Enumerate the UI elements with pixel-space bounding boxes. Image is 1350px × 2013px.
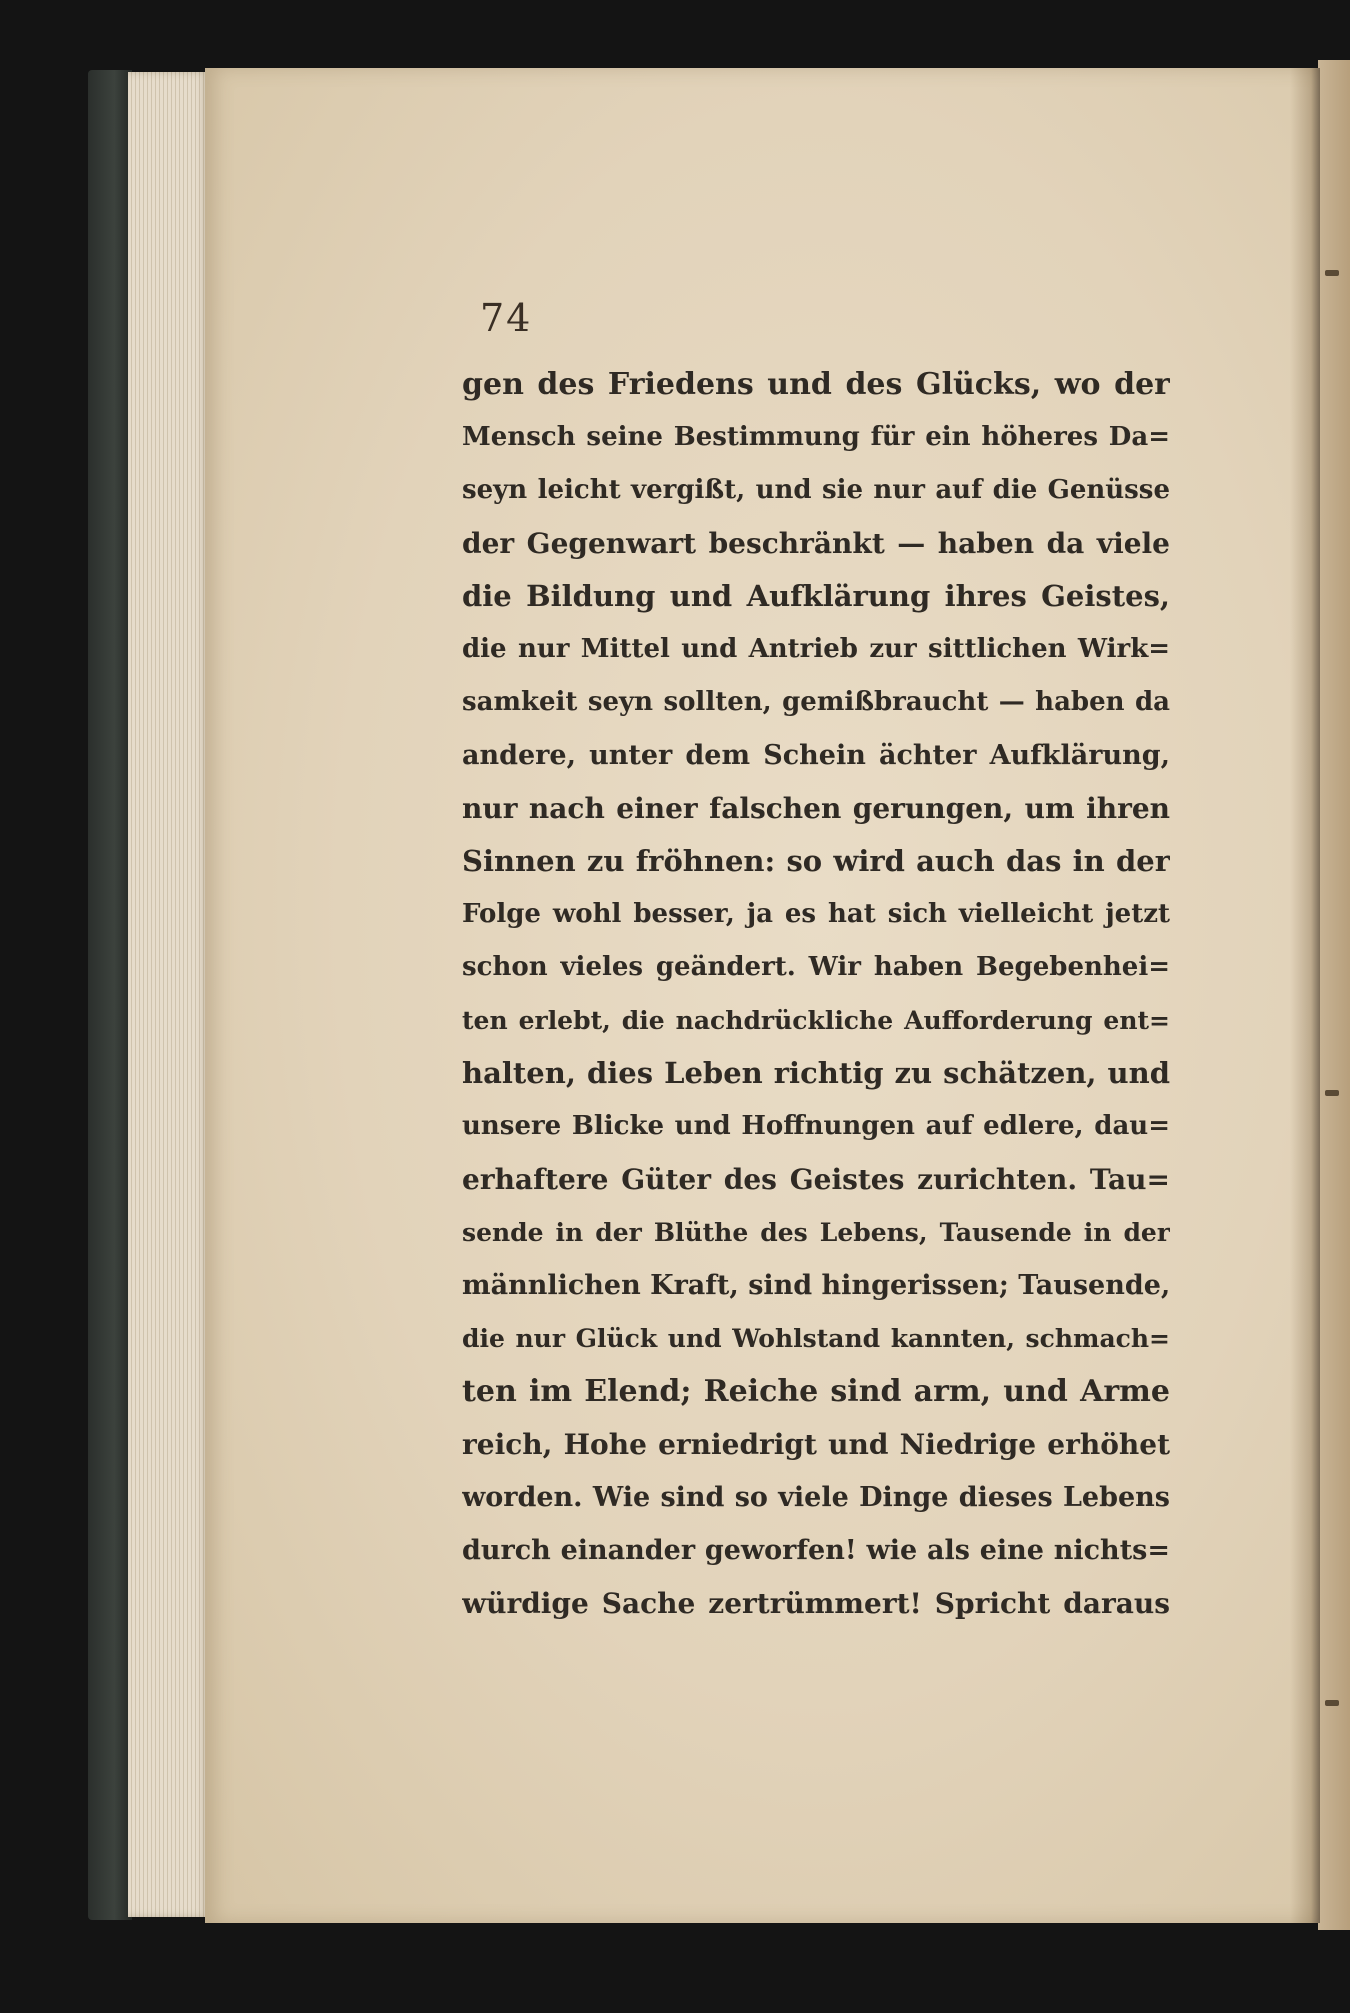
text-line: andere, unter dem Schein ächter Aufklärung, [462,740,1170,771]
text-line: gen des Friedens und des Glücks, wo der [462,367,1170,402]
text-line: ten im Elend; Reiche sind arm, und Arme [462,1374,1170,1409]
text-line: erhaftere Güter des Geistes zurichten. Tau= [462,1163,1170,1196]
binding-stitch [1325,270,1339,276]
text-line: ten erlebt, die nachdrückliche Aufforderung ent= [462,1006,1170,1035]
binding-stitch [1325,1090,1339,1096]
text-line: nur nach einer falschen gerungen, um ihren [462,792,1170,825]
text-line: reich, Hohe erniedrigt und Niedrige erhöhet [462,1428,1170,1461]
page-edges [128,72,210,1917]
text-line: schon vieles geändert. Wir haben Begebenhei= [462,952,1170,982]
page-text-block [462,358,1170,1630]
text-line: die nur Glück und Wohlstand kannten, schmach= [462,1324,1170,1353]
text-line: männlichen Kraft, sind hingerissen; Tausende, [462,1270,1170,1301]
text-line: worden. Wie sind so viele Dinge dieses Lebens [462,1482,1170,1513]
text-line: Sinnen zu fröhnen: so wird auch das in der [462,844,1170,878]
text-line: die nur Mittel und Antrieb zur sittlichen Wirk= [462,634,1170,664]
book-cover-edge [88,70,132,1920]
text-line: Mensch seine Bestimmung für ein höheres Da= [462,422,1170,452]
text-line: sende in der Blüthe des Lebens, Tausende in der [462,1218,1170,1247]
text-line: durch einander geworfen! wie als eine nichts= [462,1535,1170,1566]
page-gutter-shadow [1290,68,1320,1923]
facing-page-edge [1318,60,1350,1930]
text-line: würdige Sache zertrümmert! Spricht daraus [462,1587,1170,1620]
text-line: Folge wohl besser, ja es hat sich vielleicht jetzt [462,899,1170,929]
text-line: halten, dies Leben richtig zu schätzen, und [462,1056,1170,1090]
text-line: unsere Blicke und Hoffnungen auf edlere, dau= [462,1111,1170,1141]
binding-stitch [1325,1700,1339,1706]
text-line: seyn leicht vergißt, und sie nur auf die Genüsse [462,475,1170,505]
page-number: 74 [480,296,533,340]
text-line: samkeit seyn sollten, gemißbraucht — haben da [462,687,1170,717]
text-line: der Gegenwart beschränkt — haben da viele [462,527,1170,560]
text-line: die Bildung und Aufklärung ihres Geistes, [462,579,1170,613]
